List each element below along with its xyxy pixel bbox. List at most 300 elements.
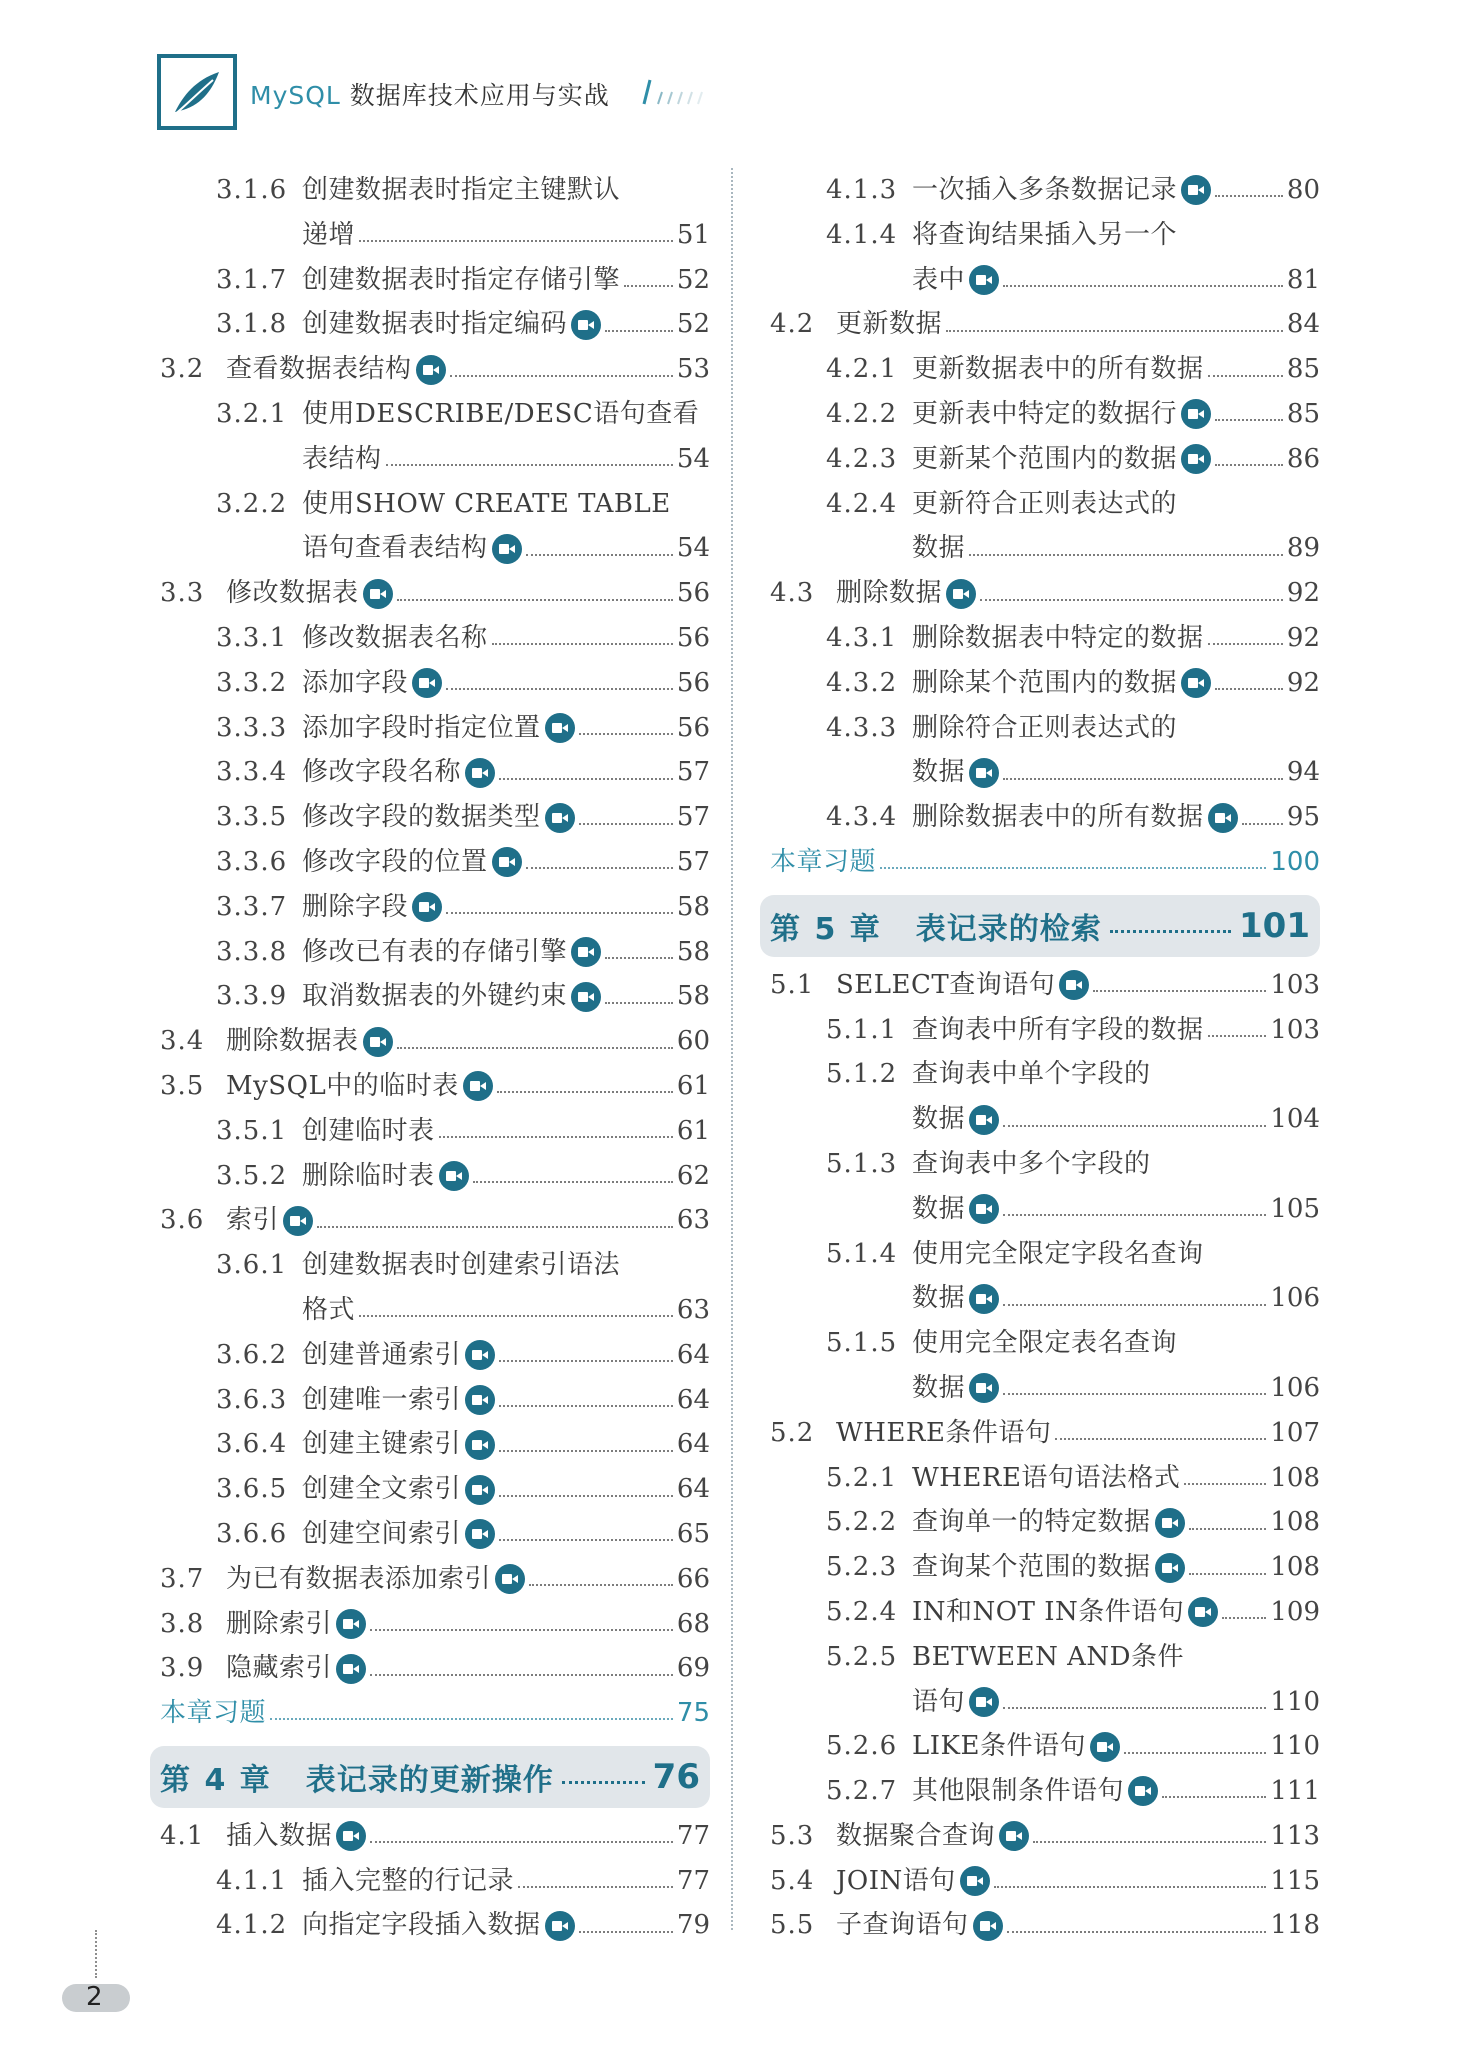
page-ref: 104 xyxy=(1270,1104,1320,1135)
section-title: 其他限制条件语句 xyxy=(912,1776,1125,1807)
dot-leader xyxy=(1242,823,1283,825)
toc-exercise-entry[interactable] xyxy=(770,840,1320,885)
toc-entry[interactable] xyxy=(160,1243,710,1288)
chapter-heading[interactable] xyxy=(150,1746,710,1808)
page-ref: 54 xyxy=(676,443,710,474)
video-icon[interactable] xyxy=(1208,803,1238,833)
toc-entry[interactable] xyxy=(770,1456,1320,1501)
dot-leader xyxy=(492,643,673,645)
page-ref: 66 xyxy=(676,1563,710,1594)
section-title: 数据聚合查询 xyxy=(836,1820,996,1851)
toc-entry[interactable] xyxy=(160,258,710,303)
section-number: 3.5 xyxy=(160,1070,205,1101)
page-ref: 108 xyxy=(1270,1462,1320,1493)
section-title: 更新数据 xyxy=(836,309,943,340)
dot-leader xyxy=(579,823,673,825)
video-icon[interactable] xyxy=(492,534,522,564)
video-icon[interactable] xyxy=(999,1821,1029,1851)
video-icon[interactable] xyxy=(545,803,575,833)
dot-leader xyxy=(579,733,673,735)
page-ref: 64 xyxy=(676,1339,710,1370)
dot-leader xyxy=(1093,990,1266,992)
section-title: 数据 xyxy=(912,533,966,564)
toc-entry[interactable] xyxy=(160,1903,710,1948)
video-icon[interactable] xyxy=(439,1161,469,1191)
page-ref: 57 xyxy=(676,846,710,877)
toc-entry[interactable] xyxy=(160,706,710,751)
page-ref: 64 xyxy=(676,1429,710,1460)
dot-leader xyxy=(1003,1707,1266,1709)
video-icon[interactable] xyxy=(969,758,999,788)
section-title: 创建数据表时指定编码 xyxy=(302,309,568,340)
video-icon[interactable] xyxy=(946,579,976,609)
section-title: MySQL中的临时表 xyxy=(226,1070,459,1101)
toc-entry[interactable] xyxy=(770,1232,1320,1277)
toc-entry[interactable] xyxy=(770,1321,1320,1366)
dot-leader xyxy=(1033,1841,1266,1843)
section-number: 3.3.2 xyxy=(216,667,288,698)
section-title: 修改字段的数据类型 xyxy=(302,802,541,833)
book-title-cn: 数据库技术应用与实战 xyxy=(349,81,610,110)
page-ref: 92 xyxy=(1286,667,1320,698)
page-ref: 58 xyxy=(676,936,710,967)
section-number: 5.2.1 xyxy=(826,1462,898,1493)
section-title: 更新表中特定的数据行 xyxy=(912,398,1178,429)
section-title: 修改字段名称 xyxy=(302,757,462,788)
dot-leader xyxy=(1003,285,1283,287)
video-icon[interactable] xyxy=(969,1687,999,1717)
toc-entry[interactable] xyxy=(160,1378,710,1423)
page-ref: 81 xyxy=(1286,264,1320,295)
dot-leader xyxy=(1189,1528,1267,1530)
page-ref: 105 xyxy=(1270,1193,1320,1224)
video-icon[interactable] xyxy=(960,1866,990,1896)
video-icon[interactable] xyxy=(336,1609,366,1639)
section-title: 表中 xyxy=(912,264,966,295)
toc-entry[interactable] xyxy=(770,1859,1320,1904)
section-title: 创建数据表时指定存储引擎 xyxy=(302,264,621,295)
dot-leader xyxy=(1222,1617,1266,1619)
section-number: 4.1 xyxy=(160,1820,205,1851)
page-ref: 92 xyxy=(1286,578,1320,609)
section-number: 3.3.1 xyxy=(216,622,288,653)
page-ref: 62 xyxy=(676,1160,710,1191)
book-logo xyxy=(157,54,237,130)
dot-leader xyxy=(317,1226,673,1228)
toc-entry[interactable] xyxy=(160,571,710,616)
dot-leader xyxy=(1208,643,1283,645)
section-number: 4.3.1 xyxy=(826,622,898,653)
toc-entry[interactable] xyxy=(770,302,1320,347)
dot-leader xyxy=(446,688,673,690)
section-number: 5.2.6 xyxy=(826,1731,898,1762)
dot-leader xyxy=(446,912,673,914)
dot-leader xyxy=(1184,1483,1266,1485)
section-title: 删除符合正则表达式的 xyxy=(912,712,1178,743)
dot-leader xyxy=(605,957,673,959)
dot-leader xyxy=(359,240,673,242)
page-ref: 94 xyxy=(1286,757,1320,788)
video-icon[interactable] xyxy=(545,1911,575,1941)
section-title: 插入完整的行记录 xyxy=(302,1865,515,1896)
video-icon[interactable] xyxy=(283,1206,313,1236)
toc-entry[interactable] xyxy=(770,1008,1320,1053)
section-number: 5.1.5 xyxy=(826,1328,898,1359)
section-number: 4.3.2 xyxy=(826,667,898,698)
video-icon[interactable] xyxy=(465,1475,495,1505)
section-title: 索引 xyxy=(226,1205,280,1236)
toc-entry[interactable] xyxy=(770,392,1320,437)
section-title: 删除临时表 xyxy=(302,1160,435,1191)
video-icon[interactable] xyxy=(412,892,442,922)
section-title: 一次插入多条数据记录 xyxy=(912,175,1178,205)
video-icon[interactable] xyxy=(336,1821,366,1851)
chapter-title: 表记录的更新操作 xyxy=(305,1762,554,1798)
section-number: 4.2 xyxy=(770,309,815,340)
section-number: 3.3.8 xyxy=(216,936,288,967)
toc-entry[interactable] xyxy=(770,1590,1320,1635)
dot-leader xyxy=(499,1495,673,1497)
section-title: 数据 xyxy=(912,1283,966,1314)
section-title: 创建普通索引 xyxy=(302,1339,462,1370)
toc-entry[interactable] xyxy=(160,616,710,661)
video-icon[interactable] xyxy=(1155,1553,1185,1583)
dot-leader xyxy=(397,599,673,601)
toc-entry[interactable] xyxy=(770,1680,1320,1725)
chapter-page-number: 76 xyxy=(652,1756,700,1797)
toc-entry[interactable] xyxy=(770,1545,1320,1590)
toc-entry[interactable] xyxy=(770,1903,1320,1948)
section-title: 删除字段 xyxy=(302,891,409,922)
page-ref: 106 xyxy=(1270,1283,1320,1314)
page-ref: 108 xyxy=(1270,1552,1320,1583)
toc-entry[interactable] xyxy=(770,1814,1320,1859)
section-number: 4.3.4 xyxy=(826,802,898,833)
dot-leader xyxy=(450,375,673,377)
video-icon[interactable] xyxy=(465,1385,495,1415)
dot-leader xyxy=(497,1091,673,1093)
video-icon[interactable] xyxy=(463,1071,493,1101)
chapter-heading[interactable] xyxy=(760,895,1320,957)
toc-entry[interactable] xyxy=(770,347,1320,392)
section-title: 语句 xyxy=(912,1686,966,1717)
video-icon[interactable] xyxy=(1155,1508,1185,1538)
video-icon[interactable] xyxy=(1181,668,1211,698)
video-icon[interactable] xyxy=(495,1564,525,1594)
page-ref: 79 xyxy=(676,1910,710,1941)
video-icon[interactable] xyxy=(571,937,601,967)
video-icon[interactable] xyxy=(1181,399,1211,429)
video-icon[interactable] xyxy=(969,1373,999,1403)
chapter-label: 第 4 章 xyxy=(160,1762,272,1798)
toc-entry[interactable] xyxy=(770,1097,1320,1142)
toc-exercise-entry[interactable] xyxy=(160,1691,710,1736)
toc-entry[interactable] xyxy=(770,1769,1320,1814)
page-ref: 52 xyxy=(676,309,710,340)
dot-leader xyxy=(1208,375,1283,377)
video-icon[interactable] xyxy=(973,1911,1003,1941)
page-ref: 75 xyxy=(676,1698,710,1729)
dot-leader xyxy=(994,1886,1267,1888)
video-icon[interactable] xyxy=(492,847,522,877)
section-title: 查询单一的特定数据 xyxy=(912,1507,1151,1538)
video-icon[interactable] xyxy=(465,1519,495,1549)
toc-entry[interactable] xyxy=(770,213,1320,258)
toc-entry[interactable] xyxy=(160,347,710,392)
video-icon[interactable] xyxy=(969,265,999,295)
page-ref: 107 xyxy=(1270,1417,1320,1448)
section-title: 创建数据表时指定主键默认 xyxy=(302,175,621,205)
page-ref: 58 xyxy=(676,891,710,922)
video-icon[interactable] xyxy=(969,1194,999,1224)
page-ref: 110 xyxy=(1270,1686,1320,1717)
section-title: 本章习题 xyxy=(770,846,877,877)
toc-entry[interactable] xyxy=(160,930,710,975)
section-title: 添加字段时指定位置 xyxy=(302,712,541,743)
section-number: 3.9 xyxy=(160,1653,205,1684)
toc-entry[interactable] xyxy=(160,437,710,482)
toc-entry[interactable] xyxy=(770,1635,1320,1680)
toc-entry[interactable] xyxy=(770,1142,1320,1187)
toc-entry[interactable] xyxy=(160,1646,710,1691)
video-icon[interactable] xyxy=(969,1105,999,1135)
dot-leader xyxy=(562,1781,645,1784)
video-icon[interactable] xyxy=(1188,1597,1218,1627)
section-title: 查询表中所有字段的数据 xyxy=(912,1014,1204,1045)
dot-leader xyxy=(499,778,673,780)
toc-entry[interactable] xyxy=(160,392,710,437)
section-number: 3.6.1 xyxy=(216,1250,288,1281)
section-title: 本章习题 xyxy=(160,1698,267,1729)
dot-leader xyxy=(1007,1931,1267,1933)
toc-entry[interactable] xyxy=(160,1557,710,1602)
page-ref: 103 xyxy=(1270,969,1320,1000)
dot-leader xyxy=(1215,688,1283,690)
toc-entry[interactable] xyxy=(160,974,710,1019)
page-ref: 68 xyxy=(676,1608,710,1639)
section-number: 3.6.2 xyxy=(216,1339,288,1370)
video-icon[interactable] xyxy=(545,713,575,743)
section-number: 3.6.3 xyxy=(216,1384,288,1415)
toc-entry[interactable] xyxy=(770,1276,1320,1321)
section-title: 删除索引 xyxy=(226,1608,333,1639)
book-title-en: MySQL xyxy=(250,81,341,110)
toc-entry[interactable] xyxy=(770,661,1320,706)
video-icon[interactable] xyxy=(465,1430,495,1460)
toc-entry[interactable] xyxy=(160,661,710,706)
section-number: 3.2 xyxy=(160,354,205,385)
section-title: 添加字段 xyxy=(302,667,409,698)
section-number: 5.2.3 xyxy=(826,1552,898,1583)
toc-entry[interactable] xyxy=(770,571,1320,616)
section-number: 4.2.4 xyxy=(826,488,898,519)
toc-entry[interactable] xyxy=(770,963,1320,1008)
video-icon[interactable] xyxy=(571,310,601,340)
video-icon[interactable] xyxy=(412,668,442,698)
toc-entry[interactable] xyxy=(770,1724,1320,1769)
dot-leader xyxy=(499,1360,673,1362)
section-number: 3.6 xyxy=(160,1205,205,1236)
section-title: 使用完全限定表名查询 xyxy=(912,1328,1178,1359)
dot-leader xyxy=(605,1002,673,1004)
page-ref: 57 xyxy=(676,802,710,833)
dot-leader xyxy=(270,1718,673,1720)
toc-entry[interactable] xyxy=(770,750,1320,795)
dot-leader xyxy=(1003,1304,1266,1306)
section-number: 3.6.4 xyxy=(216,1429,288,1460)
dot-leader xyxy=(1162,1796,1266,1798)
toc-entry[interactable] xyxy=(770,482,1320,527)
page-ref: 84 xyxy=(1286,309,1320,340)
section-number: 4.3 xyxy=(770,578,815,609)
toc-entry[interactable] xyxy=(160,750,710,795)
toc-entry[interactable] xyxy=(160,1422,710,1467)
section-number: 5.5 xyxy=(770,1910,815,1941)
section-number: 3.1.7 xyxy=(216,264,288,295)
section-title: 修改数据表名称 xyxy=(302,622,488,653)
toc-right-column xyxy=(770,168,1320,1948)
page-ref: 56 xyxy=(676,667,710,698)
section-number: 5.2.7 xyxy=(826,1776,898,1807)
toc-entry[interactable] xyxy=(770,168,1320,213)
section-number: 5.2.5 xyxy=(826,1641,898,1672)
section-number: 5.1 xyxy=(770,969,815,1000)
toc-entry[interactable] xyxy=(160,526,710,571)
dot-leader xyxy=(1215,419,1283,421)
section-number: 5.1.4 xyxy=(826,1238,898,1269)
toc-entry[interactable] xyxy=(160,1064,710,1109)
toc-entry[interactable] xyxy=(770,1500,1320,1545)
toc-entry[interactable] xyxy=(770,1366,1320,1411)
toc-entry[interactable] xyxy=(160,885,710,930)
video-icon[interactable] xyxy=(416,355,446,385)
section-title: 创建唯一索引 xyxy=(302,1384,462,1415)
dot-leader xyxy=(499,1405,673,1407)
dot-leader xyxy=(529,1584,673,1586)
section-title: 查看数据表结构 xyxy=(226,354,412,385)
toc-entry[interactable] xyxy=(770,706,1320,751)
toc-entry[interactable] xyxy=(160,1288,710,1333)
section-number: 5.3 xyxy=(770,1820,815,1851)
video-icon[interactable] xyxy=(465,758,495,788)
section-number: 4.3.3 xyxy=(826,712,898,743)
column-divider xyxy=(731,168,733,1930)
dot-leader xyxy=(1124,1752,1266,1754)
section-title: 将查询结果插入另一个 xyxy=(912,219,1178,250)
toc-entry[interactable] xyxy=(160,1333,710,1378)
dot-leader xyxy=(1215,195,1283,197)
page-ref: 115 xyxy=(1270,1865,1320,1896)
section-title: 隐藏索引 xyxy=(226,1653,333,1684)
toc-entry[interactable] xyxy=(160,1198,710,1243)
section-title: 删除数据表中特定的数据 xyxy=(912,622,1204,653)
video-icon[interactable] xyxy=(336,1654,366,1684)
page-ref: 111 xyxy=(1270,1776,1320,1807)
dot-leader xyxy=(1003,1125,1266,1127)
toc-entry[interactable] xyxy=(160,1467,710,1512)
page-ref: 110 xyxy=(1270,1731,1320,1762)
section-number: 3.3.3 xyxy=(216,712,288,743)
section-title: 数据 xyxy=(912,1193,966,1224)
leaf-icon xyxy=(169,66,225,118)
toc-entry[interactable] xyxy=(770,616,1320,661)
toc-entry[interactable] xyxy=(160,1154,710,1199)
video-icon[interactable] xyxy=(1059,970,1089,1000)
toc-entry[interactable] xyxy=(160,302,710,347)
video-icon[interactable] xyxy=(1128,1776,1158,1806)
page-ref: 57 xyxy=(676,757,710,788)
video-icon[interactable] xyxy=(571,982,601,1012)
toc-entry[interactable] xyxy=(160,795,710,840)
video-icon[interactable] xyxy=(969,1284,999,1314)
toc-entry[interactable] xyxy=(770,258,1320,303)
section-number: 3.4 xyxy=(160,1026,205,1057)
video-icon[interactable] xyxy=(1090,1732,1120,1762)
toc-entry[interactable] xyxy=(160,213,710,258)
toc-entry[interactable] xyxy=(770,526,1320,571)
section-number: 5.1.3 xyxy=(826,1148,898,1179)
toc-entry[interactable] xyxy=(160,1019,710,1064)
toc-entry[interactable] xyxy=(160,1602,710,1647)
toc-entry[interactable] xyxy=(770,1411,1320,1456)
toc-entry[interactable] xyxy=(770,437,1320,482)
section-title: 使用SHOW CREATE TABLE xyxy=(302,488,671,519)
page-ref: 56 xyxy=(676,712,710,743)
dot-leader xyxy=(526,867,673,869)
section-title: 取消数据表的外键约束 xyxy=(302,981,568,1012)
section-title: 创建临时表 xyxy=(302,1115,435,1146)
toc-entry[interactable] xyxy=(770,795,1320,840)
section-title: 更新符合正则表达式的 xyxy=(912,488,1178,519)
page-ref: 108 xyxy=(1270,1507,1320,1538)
toc-entry[interactable] xyxy=(770,1187,1320,1232)
page-ref: 51 xyxy=(676,219,710,250)
section-title: 查询表中多个字段的 xyxy=(912,1148,1151,1179)
dot-leader xyxy=(624,285,673,287)
page-ref: 85 xyxy=(1286,354,1320,385)
page-ref: 77 xyxy=(676,1820,710,1851)
video-icon[interactable] xyxy=(1181,175,1211,205)
section-title: WHERE语句语法格式 xyxy=(912,1462,1181,1493)
section-title: 使用DESCRIBE/DESC语句查看 xyxy=(302,398,700,429)
toc-entry[interactable] xyxy=(160,1512,710,1557)
section-title: 数据 xyxy=(912,757,966,788)
toc-entry[interactable] xyxy=(160,1814,710,1859)
toc-entry[interactable] xyxy=(160,840,710,885)
toc-entry[interactable] xyxy=(160,1859,710,1904)
section-number: 3.8 xyxy=(160,1608,205,1639)
toc-entry[interactable] xyxy=(770,1052,1320,1097)
section-number: 4.2.2 xyxy=(826,398,898,429)
toc-entry[interactable] xyxy=(160,1109,710,1154)
video-icon[interactable] xyxy=(1181,444,1211,474)
section-number: 5.2.2 xyxy=(826,1507,898,1538)
page-number: 2 xyxy=(86,1982,103,2012)
video-icon[interactable] xyxy=(363,1027,393,1057)
section-title: 表结构 xyxy=(302,443,382,474)
video-icon[interactable] xyxy=(465,1340,495,1370)
section-title: 数据 xyxy=(912,1372,966,1403)
section-title: 修改字段的位置 xyxy=(302,846,488,877)
dot-leader xyxy=(1003,778,1283,780)
page-ref: 61 xyxy=(676,1115,710,1146)
section-number: 4.2.1 xyxy=(826,354,898,385)
section-title: SELECT查询语句 xyxy=(836,969,1056,1000)
toc-entry[interactable] xyxy=(160,482,710,527)
video-icon[interactable] xyxy=(363,579,393,609)
toc-entry[interactable] xyxy=(160,168,710,213)
dot-leader xyxy=(499,1539,673,1541)
